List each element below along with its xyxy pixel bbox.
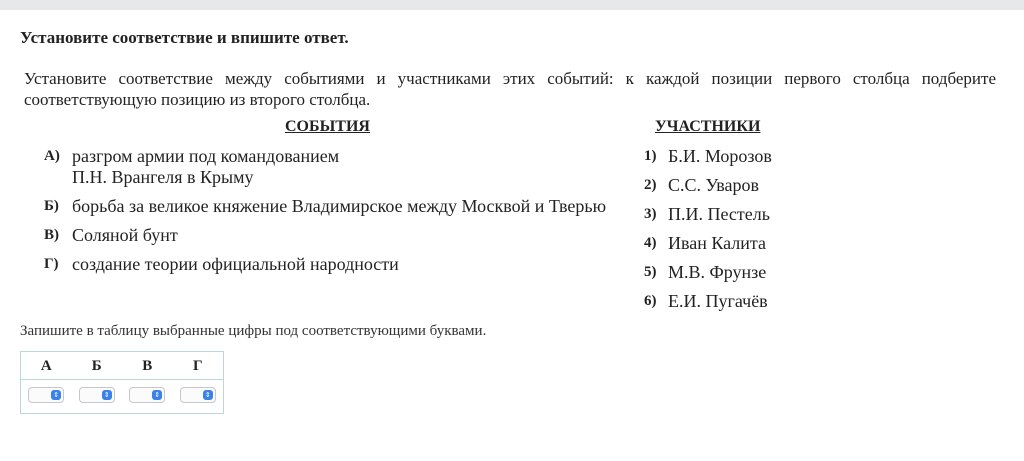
- participant-text: Иван Калита: [668, 233, 766, 253]
- answer-column-v: [122, 352, 173, 403]
- updown-chevron-icon: ⇕: [203, 390, 213, 400]
- participant-mark: 4): [644, 235, 657, 251]
- task-instruction: Установите соответствие между событиями и участниками этих событий: к каждой позиции первого столбца подберите соответствующую позицию из второго столбца.: [24, 69, 996, 109]
- answer-select-g[interactable]: [180, 387, 216, 403]
- event-text-line2: П.Н. Врангеля в Крыму: [72, 167, 254, 187]
- event-text: Соляной бунт: [72, 225, 178, 245]
- updown-chevron-icon: ⇕: [152, 390, 162, 400]
- answer-note: Запишите в таблицу выбранные цифры под соответствующими буквами.: [20, 323, 487, 339]
- participant-item-3: [644, 204, 884, 225]
- event-text-line1: разгром армии под командованием: [72, 146, 340, 166]
- participants-column-header: УЧАСТНИКИ: [655, 118, 761, 135]
- participant-item-6: [644, 291, 884, 312]
- answer-select-b[interactable]: [79, 387, 115, 403]
- answer-select-a[interactable]: [28, 387, 64, 403]
- answer-letter: Г: [192, 358, 203, 374]
- event-text: борьба за великое княжение Владимирское между Москвой и Тверью: [72, 196, 607, 216]
- event-mark: А): [44, 148, 60, 164]
- event-item-b: [44, 196, 624, 217]
- participant-text: Е.И. Пугачёв: [668, 291, 768, 311]
- participant-mark: 5): [644, 264, 657, 280]
- participant-item-1: [644, 146, 884, 167]
- event-item-v: [44, 225, 624, 246]
- participant-text: М.В. Фрунзе: [668, 262, 767, 282]
- answer-letter: Б: [91, 358, 102, 374]
- participant-mark: 3): [644, 206, 657, 222]
- event-item-a: [44, 146, 624, 188]
- participant-text: Б.И. Морозов: [668, 146, 772, 166]
- event-text: создание теории официальной народности: [72, 254, 399, 274]
- participant-mark: 2): [644, 177, 657, 193]
- updown-chevron-icon: ⇕: [102, 390, 112, 400]
- participant-item-2: [644, 175, 884, 196]
- event-text: [72, 146, 624, 188]
- event-mark: Г): [44, 256, 59, 272]
- participant-text: С.С. Уваров: [668, 175, 759, 195]
- table-divider: [21, 379, 223, 380]
- participant-mark: 1): [644, 148, 657, 164]
- participant-item-4: [644, 233, 884, 254]
- events-column-header: СОБЫТИЯ: [285, 118, 370, 135]
- answer-letter: В: [142, 358, 153, 374]
- events-list: [44, 146, 624, 283]
- event-mark: В): [44, 227, 59, 243]
- participants-list: [644, 146, 884, 320]
- answer-column-b: [72, 352, 123, 403]
- participant-mark: 6): [644, 293, 657, 309]
- updown-chevron-icon: ⇕: [51, 390, 61, 400]
- participant-item-5: [644, 262, 884, 283]
- answer-select-v[interactable]: [129, 387, 165, 403]
- task-title: Установите соответствие и впишите ответ.: [20, 28, 349, 47]
- answer-letter: А: [40, 358, 52, 374]
- answer-column-g: [173, 352, 224, 403]
- answer-column-a: [21, 352, 72, 403]
- participant-text: П.И. Пестель: [668, 204, 770, 224]
- top-bar: [0, 0, 1024, 10]
- event-mark: Б): [44, 198, 59, 214]
- answer-table: [20, 351, 224, 414]
- event-item-g: [44, 254, 624, 275]
